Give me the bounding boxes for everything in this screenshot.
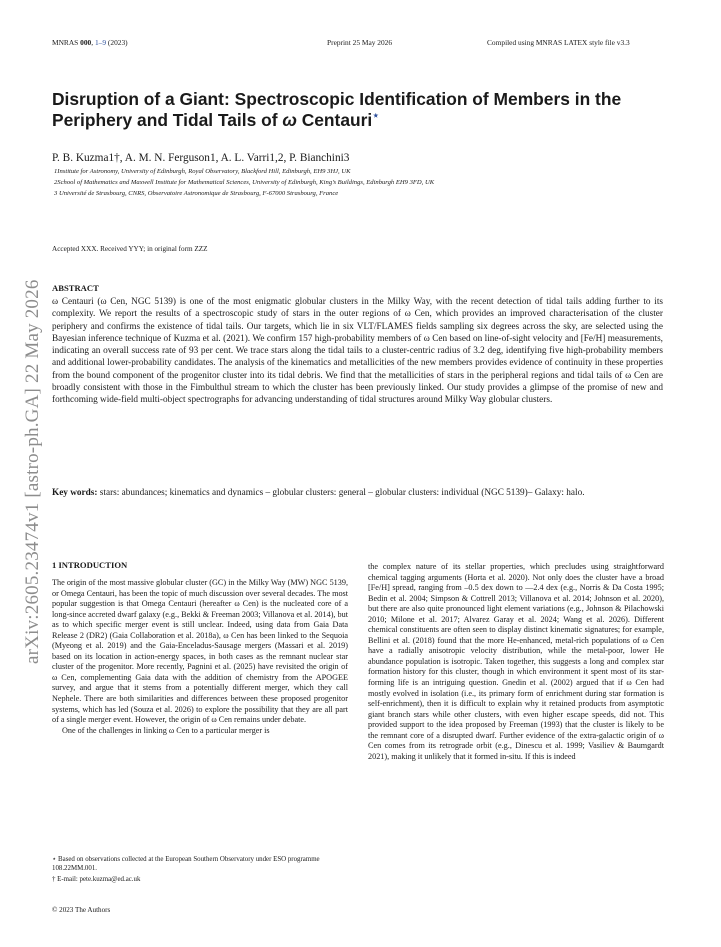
abstract-body: ω Centauri (ω Cen, NGC 5139) is one of the most enigmatic globular clusters in the Milky Way, with the recent detection of tidal tails adding further to its complexity. We report the results of a spectroscopic study of stars in the outer regions of ω Cen, which provides an improved characterisation of the cluster periphery and confirms the existence of tidal tails. Our targets, which lie in six VLT/FLAMES fields sampling six degrees across the sky, are selected using the Bayesian inference technique of Kuzma et al. (2021). We confirm 157 high-probability members of ω Cen based on line-of-sight velocity and [Fe/H] measurements, indicating an overall success rate of 93 per cent. We trace stars along the tidal tails to a cluster-centric radius of 3.2 deg, identifying five high-probability members and additional lower-probability candidates. The analysis of the kinematics and metallicities of the new members provides evidence of continuity in these properties from the bound component of the progenitor cluster into its tidal debris. We find that the metallicities of stars in the peripheral regions and tidal tails of ω Cen are broadly consistent with those in the Fimbulthul stream to which the cluster has been previously linked. Our study provides a glimpse of the promise of new and forthcoming wide-field multi-object spectrographs for advancing understanding of tidal structures around Milky Way globular clusters. [52,297,663,405]
keywords-list: stars: abundances; kinematics and dynamics – globular clusters: general – globular clusters: individual (NGC 5139)– Galaxy: halo. [99,488,585,498]
affiliation-1: 1Institute for Astronomy, University of Edinburgh, Royal Observatory, Blackford Hill, Edinburgh, EH9 3HJ, UK [54,168,351,175]
style-file-note: Compiled using MNRAS LATEX style file v3.3 [487,38,630,47]
paper-title: Disruption of a Giant: Spectroscopic Identification of Members in the Periphery and Tidal Tails of ω Centauri⋆ [52,89,622,130]
author-list: P. B. Kuzma1†, A. M. N. Ferguson1, A. L. Varri1,2, P. Bianchini3 [52,152,350,164]
footnote-eso: ⋆ Based on observations collected at the European Southern Observatory under ESO programme 108.22MM.001. [52,856,320,873]
intro-paragraph-continued: the complex nature of its stellar properties, which precludes using straightforward chemical tagging arguments (Horta et al. 2020). Not only does the cluster have a broad [Fe/H] spread, ranging from –0.5 dex down to —2.4 dex (e.g., Norris & Da Costa 1995; Bedin et al. 2004; Simpson & Cottrell 2013; Villanova et al. 2014; Johnson et al. 2020), but there are also quite pronounced light element variations (e.g., Johnson & Pilachowski 2010; Milone et al. 2017; Alvarez Garay et al. 2024; Wang et al. 2026). Different chemical constituents are often seen to display distinct kinematic signatures; for example, Bellini et al. (2018) found that the more He-enhanced, metal-rich populations of ω Cen have a radially anisotropic velocity distribution, while the metal-poor, lower He abundance population is isotropic. Taken together, this suggests a long and complex star formation history for this cluster, though in which environment it spent most of its star-forming life is an intriguing question. Gnedin et al. (2002) argued that if ω Cen had mostly evolved in isolation (i.e., its primary form of enrichment during star formation is self-enrichment), then it is difficult to explain why it retained products from asymptotic giant branch stars while other clusters, with even higher escape speeds, did not. This provided support to the idea proposed by Freeman (1993) that the cluster is likely to be the remnant core of a disrupted dwarf. Further evidence of the extra-galactic origin of ω Cen comes from its retrograde orbit (e.g., Dinescu et al. 1999; Vasiliev & Baumgardt 2021), making it unlikely that it formed in-situ. If this is indeed [368,562,664,761]
running-header-left: MNRAS 000, 1–9 (2023) [52,38,128,47]
left-column [52,578,348,736]
affiliation-2: 2School of Mathematics and Maxwell Institute for Mathematical Sciences, University of Edinburgh, King’s Buildings, Edinburgh EH9 3FD, UK [54,179,435,186]
keywords-label: Key words: [52,488,98,498]
preprint-date: Preprint 25 May 2026 [327,38,393,47]
copyright-line: © 2023 The Authors [52,906,111,914]
title-footnote-star[interactable]: ⋆ [372,110,380,123]
intro-paragraph-1: The origin of the most massive globular cluster (GC) in the Milky Way (MW) NGC 5139, or Omega Centauri, has been the topic of much discussion over several decades. The most popular suggestion is that Omega Centauri (hereafter ω Cen) is the nucleated core of a long-since accreted dwarf galaxy (e.g., Bekki & Freeman 2003; Villanova et al. 2014), but as to which specific merger event is still unclear. Indeed, using data from Gaia Data Release 2 (DR2) (Gaia Collaboration et al. 2018a), ω Cen has been linked to the Sequoia (Myeong et al. 2019) and the Gaia-Enceladus-Sausage mergers (Massari et al. 2019) based on its location in action-energy spaces, in both cases as the remnant nuclear star cluster of the progenitor. More recently, Pagnini et al. (2025) have revisited the origin of ω Cen, complementing Gaia data with the addition of chemistry from the APOGEE survey, and argue that it stems from a potentially different merger, which they call Nephele. There are both similarities and differences between these proposed progenitor systems, which has led (Souza et al. 2026) to explore the possibility that they are all part of a single merger event. However, the origin of ω Cen remains under debate. [52,578,348,725]
intro-paragraph-2: One of the challenges in linking ω Cen to a particular merger is [62,725,270,735]
right-column [368,562,664,762]
keywords [52,487,663,499]
footnote-email: † E-mail: pete.kuzma@ed.ac.uk [52,876,141,883]
pages-link[interactable]: 1–9 [94,38,107,47]
accepted-received-line: Accepted XXX. Received YYY; in original form ZZZ [52,245,208,253]
arxiv-identifier[interactable]: arXiv:2605.23474v1 [astro-ph.GA] 22 May 2026 [22,279,43,664]
affiliation-3: 3 Université de Strasbourg, CNRS, Observatoire Astronomique de Strasbourg, F-67000 Strasbourg, France [54,190,339,197]
volume-number: 000 [80,38,92,47]
section-heading-introduction: 1 INTRODUCTION [52,560,128,570]
abstract-heading: ABSTRACT [52,283,99,293]
